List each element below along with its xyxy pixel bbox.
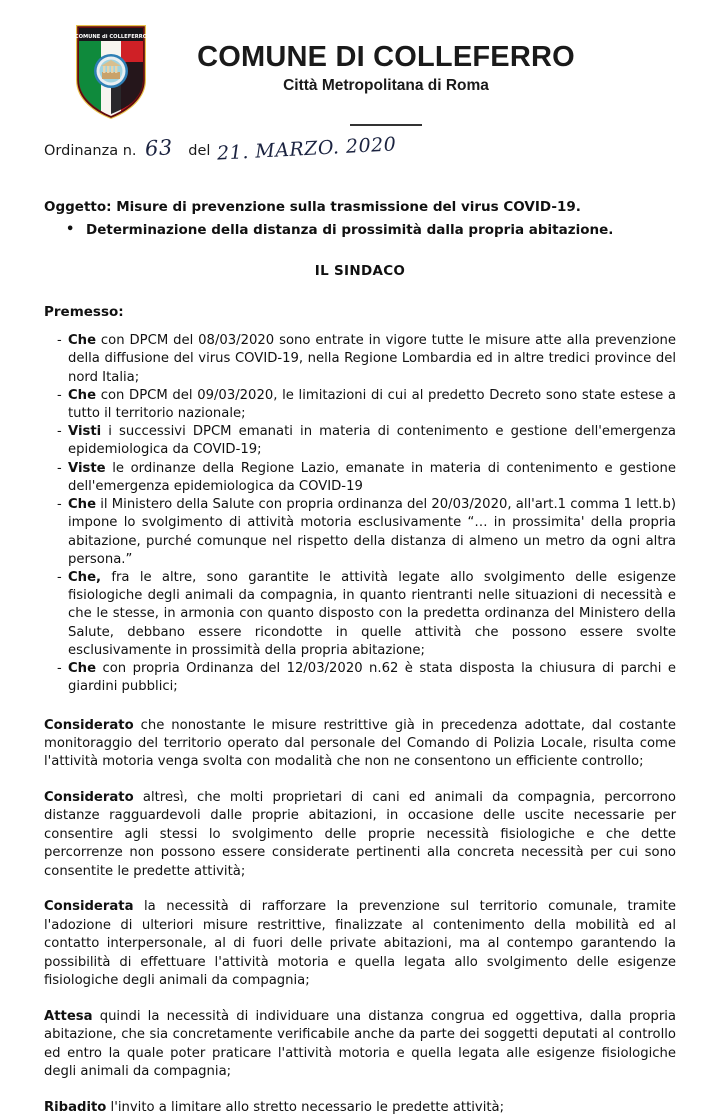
list-item-body xyxy=(68,569,676,660)
coat-of-arms-legend: COMUNE di COLLEFERRO xyxy=(75,34,148,40)
paragraph-text: la necessità di rafforzare la prevenzione sul territorio comunale, tramite l'adozione di ulteriori misure restrittive, finalizzate al contenimento della mobilità ed al contatto interpersonale, al di fuori delle private abitazioni, ma al contempo garantendo la possibilità di effettuare l'attività motoria e quella legata allo svolgimento delle esigenze fisiologiche degli animali da compagnia; xyxy=(44,899,676,988)
ordinance-number-value: 63 xyxy=(144,135,173,160)
paragraph-keyword: Considerato xyxy=(44,790,134,805)
list-item xyxy=(44,660,676,696)
issuing-authority: IL SINDACO xyxy=(44,263,676,279)
list-item xyxy=(44,423,676,459)
list-item xyxy=(44,387,676,423)
dash-marker-icon: - xyxy=(57,387,68,423)
ordinance-number-label: Ordinanza n. xyxy=(44,143,137,159)
consideration-paragraph xyxy=(44,898,676,990)
premesso-list xyxy=(44,332,676,696)
list-item-body xyxy=(68,660,676,696)
dash-marker-icon: - xyxy=(57,660,68,696)
document-header xyxy=(44,0,676,112)
subject-bullet-text: Determinazione della distanza di prossimità dalla propria abitazione. xyxy=(86,221,613,241)
ordinance-date-value: 21. MARZO. 2020 xyxy=(217,133,397,164)
list-item-text: con DPCM del 09/03/2020, le limitazioni di cui al predetto Decreto sono state estese a tutto il territorio nazionale; xyxy=(68,388,676,421)
paragraph-keyword: Ribadito xyxy=(44,1100,106,1115)
list-item xyxy=(44,496,676,569)
organization-title: COMUNE DI COLLEFERRO xyxy=(96,42,676,72)
paragraph-keyword: Considerata xyxy=(44,899,134,914)
list-item-body xyxy=(68,423,676,459)
list-item-text: fra le altre, sono garantite le attività legate allo svolgimento delle esigenze fisiologiche degli animali da compagnia, in quanto rientranti nelle situazioni di necessità e che le stesse, in armonia con quanto disposto con la predetta ordinanza del Ministero della Salute, debbano essere ricondotte in quelle attività che possono essere svolte esclusivamente in prossimità della propria abitazione; xyxy=(68,570,676,658)
list-item xyxy=(44,460,676,496)
paragraph-text: che nonostante le misure restrittive già in precedenza adottate, dal costante monitoraggio del territorio operato dal personale del Comando di Polizia Locale, risulta come l'attività motoria venga svolta con modalità che non ne consentono un efficiente controllo; xyxy=(44,718,676,770)
ordinance-date-label: del xyxy=(188,143,210,159)
consideration-paragraph xyxy=(44,1099,676,1117)
premesso-heading: Premesso: xyxy=(44,304,676,320)
paragraph-keyword: Considerato xyxy=(44,718,134,733)
list-item-keyword: Visti xyxy=(68,424,101,439)
list-item-text: con propria Ordinanza del 12/03/2020 n.62 è stata disposta la chiusura di parchi e giardini pubblici; xyxy=(68,661,676,694)
list-item xyxy=(44,332,676,387)
dash-marker-icon: - xyxy=(57,569,68,660)
dash-marker-icon: - xyxy=(57,332,68,387)
list-item-body xyxy=(68,460,676,496)
subject-bullet-item xyxy=(44,221,676,241)
list-item-keyword: Che, xyxy=(68,570,101,585)
list-item-text: il Ministero della Salute con propria ordinanza del 20/03/2020, all'art.1 comma 1 lett.b) impone lo svolgimento di attività motoria esclusivamente “… in prossimita' della propria abitazione, purché comunque nel rispetto della distanza di almeno un metro da ogni altra persona.” xyxy=(68,497,676,567)
ordinance-line xyxy=(44,136,676,160)
paragraph-text: l'invito a limitare allo stretto necessario le predette attività; xyxy=(111,1100,505,1115)
paragraph-text: quindi la necessità di individuare una distanza congrua ed oggettiva, dalla propria abitazione, che sia concretamente verificabile anche da parte dei soggetti deputati al controllo ed entro la quale poter praticare l'attività motoria e quella legata alle esigenze fisiologiche degli animali da compagnia; xyxy=(44,1009,676,1079)
list-item-keyword: Viste xyxy=(68,461,106,476)
list-item-text: i successivi DPCM emanati in materia di contenimento e gestione dell'emergenza epidemiologica da COVID-19; xyxy=(68,424,676,457)
list-item xyxy=(44,569,676,660)
consideration-paragraph xyxy=(44,1008,676,1082)
paragraph-text: altresì, che molti proprietari di cani ed animali da compagnia, percorrono distanze ragguardevoli dalle proprie abitazioni, in occasione delle uscite necessarie per consentire agli stessi lo svolgimento delle proprie necessità fisiologiche e che dette percorrenze non possono essere considerate pertinenti alla concreta necessità per cui sono consentite le predette attività; xyxy=(44,790,676,879)
list-item-text: con DPCM del 08/03/2020 sono entrate in vigore tutte le misure atte alla prevenzione della diffusione del virus COVID-19, nella Regione Lombardia ed in altre tredici province del nord Italia; xyxy=(68,333,676,384)
list-item-keyword: Che xyxy=(68,388,96,403)
consideration-paragraph xyxy=(44,717,676,772)
coat-of-arms-icon xyxy=(73,22,149,120)
dash-marker-icon: - xyxy=(57,460,68,496)
list-item-keyword: Che xyxy=(68,661,96,676)
consideration-paragraph xyxy=(44,789,676,881)
header-divider xyxy=(350,124,422,126)
list-item-text: le ordinanze della Regione Lazio, emanate in materia di contenimento e gestione dell'emergenza epidemiologica da COVID-19 xyxy=(68,461,676,494)
subject-line: Oggetto: Misure di prevenzione sulla trasmissione del virus COVID-19. xyxy=(44,198,676,218)
dash-marker-icon: - xyxy=(57,423,68,459)
considerations-block xyxy=(44,717,676,1117)
dash-marker-icon: - xyxy=(57,496,68,569)
list-item-keyword: Che xyxy=(68,333,96,348)
paragraph-keyword: Attesa xyxy=(44,1009,93,1024)
subject-block xyxy=(44,198,676,240)
bullet-icon: • xyxy=(66,221,86,241)
list-item-body xyxy=(68,496,676,569)
list-item-body xyxy=(68,387,676,423)
list-item-keyword: Che xyxy=(68,497,96,512)
organization-subtitle: Città Metropolitana di Roma xyxy=(96,77,676,95)
list-item-body xyxy=(68,332,676,387)
